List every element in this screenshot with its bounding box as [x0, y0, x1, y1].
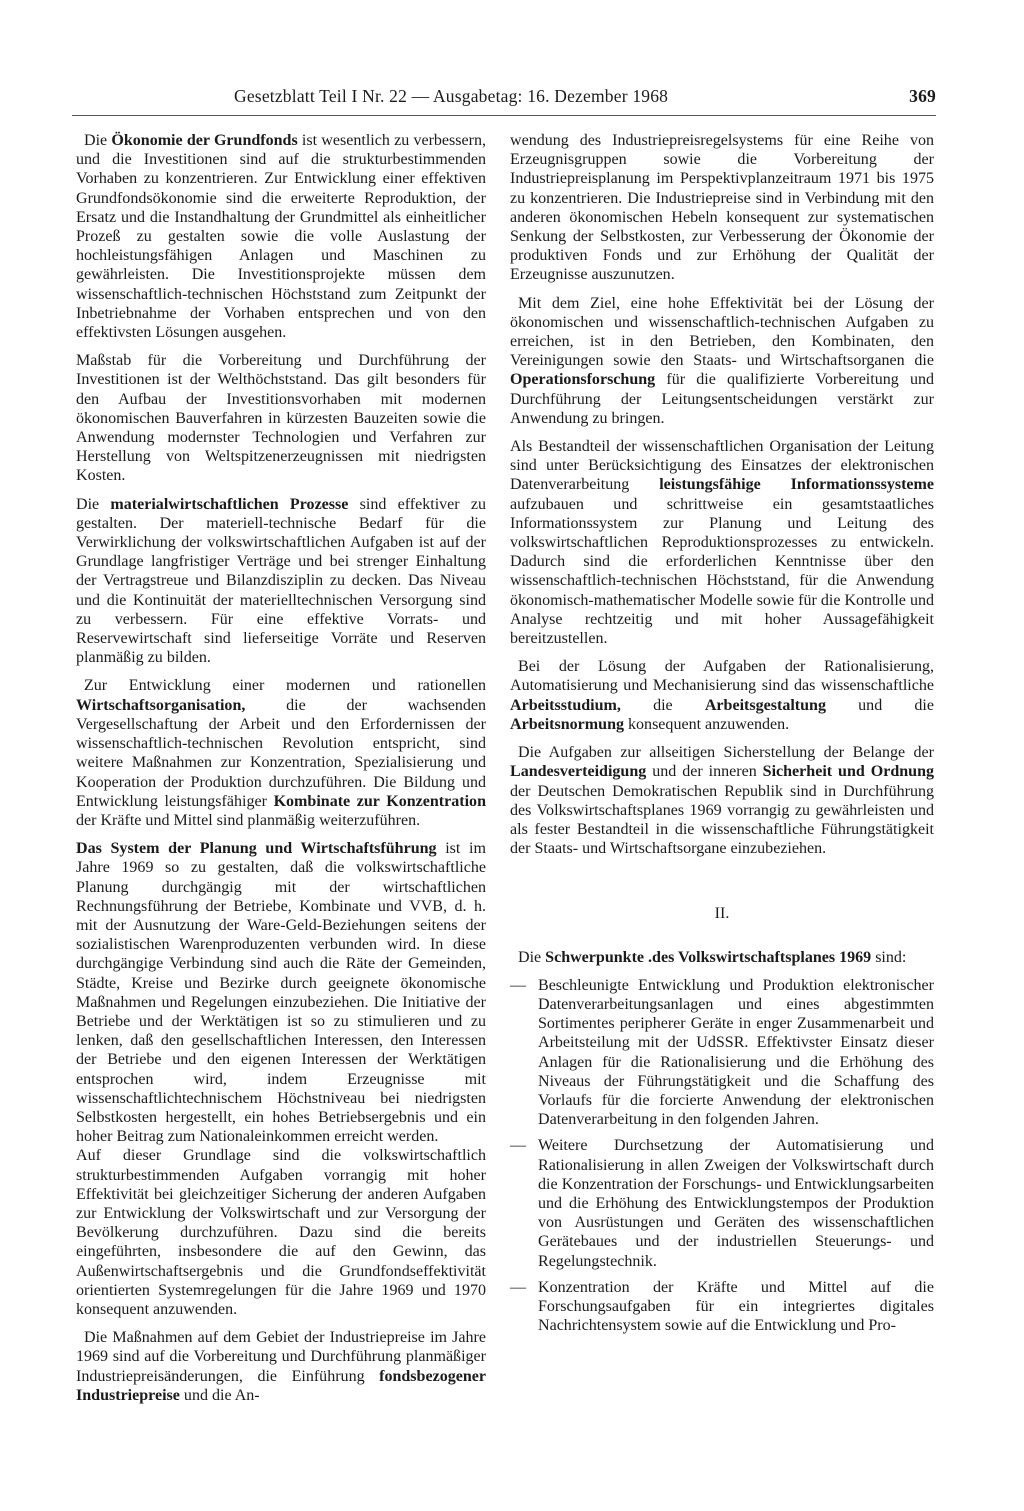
paragraph: Die Maßnahmen auf dem Gebiet der Industriepreise im Jahre 1969 sind auf die Vorbereitung und Durchführung planmäßiger Industriepreisänderungen, die Einführung fondsbezogener Industriepreise und die An-: [76, 1329, 486, 1404]
paragraph: wendung des Industriepreisregelsystems für eine Reihe von Erzeugnisgruppen sowie die Vorbereitung der Industriepreisplanung im Perspektivplanzeitraum 1971 bis 1975 zu konzentrieren. Die Industriepreise sind in Verbindung mit den anderen ökonomischen Hebeln konsequent zur systematischen Senkung der Selbstkosten, zur Verbesserung der Ökonomie der produktiven Fonds und zur Erhöhung der Qualität der Erzeugnisse auszunutzen.: [510, 132, 934, 284]
section-heading: II.: [714, 905, 730, 923]
paragraph: Das System der Planung und Wirtschaftsführung ist im Jahre 1969 so zu gestalten, daß die volkswirtschaftliche Planung durchgängig mit der wirtschaftlichen Rechnungsführung der Betriebe, Kombinate und VVB, d. h. mit der Ausnutzung der Ware-Geld-Beziehungen seitens der sozialistischen Warenproduzenten verbunden wird. In diese durchgängige Verbindung sind auch die Räte der Gemeinden, Städte, Kreise und Bezirke durch geeignete ökonomische Maßnahmen und Regelungen einzubeziehen. Die Initiative der Betriebe und der Werktätigen ist so zu stimulieren und zu lenken, daß den gesellschaftlichen Interessen, den Interessen der Betriebe und den eigenen Interessen der Werktätigen entsprochen wird, indem Erzeugnisse mit wissenschaftlichtechnischem Höchstniveau bei niedrigsten Selbstkosten hergestellt, ein hohes Betriebsergebnis und ein hoher Beitrag zum Nationaleinkommen erreicht werden.: [76, 840, 486, 1146]
list-item: — Konzentration der Kräfte und Mittel auf die Forschungsaufgaben für ein integriertes digitales Nachrichtensystem sowie auf die Entwicklung und Pro-: [510, 1278, 934, 1335]
dash-bullet: —: [510, 1137, 527, 1155]
paragraph: Bei der Lösung der Aufgaben der Rationalisierung, Automatisierung und Mechanisierung sind das wissenschaftliche Arbeitsstudium, die Arbeitsgestaltung und die Arbeitsnormung konsequent anzuwenden.: [510, 658, 934, 733]
paragraph: Zur Entwicklung einer modernen und rationellen Wirtschaftsorganisation, die der wachsenden Vergesellschaftung der Arbeit und den Erfordernissen der wissenschaftlich-technischen Revolution entspricht, sind weitere Maßnahmen zur Konzentration, Spezialisierung und Kooperation der Produktion durchzuführen. Die Bildung und Entwicklung leistungsfähiger Kombinate zur Konzentration der Kräfte und Mittel sind planmäßig weiterzuführen.: [76, 677, 486, 829]
paragraph: Auf dieser Grundlage sind die volkswirtschaftlich strukturbestimmenden Aufgaben vorrangig mit hoher Effektivität bei gleichzeitiger Sicherung der anderen Aufgaben zur Entwicklung der Volkswirtschaft und zur Versorgung der Bevölkerung durchzuführen. Dazu sind die bereits eingeführten, insbesondere die auf den Gewinn, das Außenwirtschaftsergebnis und die Grundfondseffektivität orientierten Systemregelungen für die Jahre 1969 und 1970 konsequent anzuwenden.: [76, 1147, 486, 1318]
paragraph: Mit dem Ziel, eine hohe Effektivität bei der Lösung der ökonomischen und wissenschaftlich-technischen Aufgaben zu erreichen, ist in den Betrieben, den Kombinaten, den Vereinigungen sowie den Staats- und Wirtschaftsorganen die Operationsforschung für die qualifizierte Vorbereitung und Durchführung der Leitungsentscheidungen verstärkt zur Anwendung zu bringen.: [510, 294, 934, 427]
paragraph: Die Ökonomie der Grundfonds ist wesentlich zu verbessern, und die Investitionen sind auf die strukturbestimmenden Vorhaben zu konzentrieren. Zur Entwicklung einer effektiven Grundfondsökonomie sind die erweiterte Reproduktion, der Ersatz und die Instandhaltung der Grundmittel als einheitlicher Prozeß zu gestalten sowie die volle Auslastung der hochleistungsfähigen Anlagen und Maschinen zu gewährleisten. Die Investitionsprojekte müssen dem wissenschaftlich-technischen Höchststand zum Zeitpunkt der Inbetriebnahme der Vorhaben entsprechen und von den effektivsten Lösungen ausgehen.: [76, 132, 486, 342]
list-item: — Weitere Durchsetzung der Automatisierung und Rationalisierung in allen Zweigen der Volkswirtschaft durch die Konzentration der Forschungs- und Entwicklungsarbeiten und die Erhöhung des Entwicklungstempos der Produktion von Ausrüstungen und Geräten des wissenschaftlichen Gerätebaues und der industriellen Steuerungs- und Regelungstechnik.: [510, 1137, 934, 1270]
header-title: Gesetzblatt Teil I Nr. 22 — Ausgabetag: 16. Dezember 1968: [234, 86, 669, 106]
page-number: 369: [909, 86, 936, 106]
section-intro: Die Schwerpunkte .des Volkswirtschaftsplanes 1969 sind:: [518, 948, 907, 966]
dash-bullet: —: [510, 1278, 527, 1296]
header-rule: [72, 115, 936, 116]
left-column: [76, 131, 486, 1414]
paragraph: Maßstab für die Vorbereitung und Durchführung der Investitionen ist der Welthöchststand. Das gilt besonders für den Aufbau der Investitionsvorhaben mit modernen ökonomischen Bauverfahren in kürzesten Bauzeiten sowie die Anwendung modernster Technologien und Verfahren zur Herstellung von Weltspitzenerzeugnissen mit niedrigsten Kosten.: [76, 352, 486, 485]
paragraph: Die Aufgaben zur allseitigen Sicherstellung der Belange der Landesverteidigung und der inneren Sicherheit und Ordnung der Deutschen Demokratischen Republik sind in Durchführung des Volkswirtschaftsplanes 1969 vorrangig zu gewährleisten und als fester Bestandteil in die wissenschaftliche Führungstätigkeit der Staats- und Wirtschaftsorgane einzubeziehen.: [510, 744, 935, 858]
right-column: [510, 131, 934, 1342]
dash-bullet: —: [510, 976, 527, 994]
list-item: — Beschleunigte Entwicklung und Produktion elektronischer Datenverarbeitungsanlagen und eines abgestimmten Sortimentes peripherer Geräte in enger Zusammenarbeit und Arbeitsteilung mit der UdSSR. Effektivster Einsatz dieser Anlagen für die Rationalisierung und die Erhöhung des Niveaus der Führungstätigkeit und die Schaffung des Vorlaufs für die forcierte Anwendung der elektronischen Datenverarbeitung in den folgenden Jahren.: [510, 976, 934, 1129]
paragraph: Als Bestandteil der wissenschaftlichen Organisation der Leitung sind unter Berücksichtigung des Einsatzes der elektronischen Datenverarbeitung leistungsfähige Informationssysteme aufzubauen und schrittweise ein gesamtstaatliches Informationssystem zur Planung und Leitung des volkswirtschaftlichen Reproduktionsprozesses zu entwickeln. Dadurch sind die erforderlichen Kenntnisse über den wissenschaftlich-technischen Höchststand, für die Anwendung ökonomisch-mathematischer Modelle sowie für die Kontrolle und Analyse rechtzeitig und mit hoher Aussagefähigkeit bereitzustellen.: [510, 438, 934, 648]
priority-list: [510, 976, 934, 1336]
paragraph: Die materialwirtschaftlichen Prozesse sind effektiver zu gestalten. Der materiell-technische Bedarf für die Verwirklichung der volkswirtschaftlichen Aufgaben ist auf der Grundlage langfristiger Verträge und bei strenger Einhaltung der Vertragstreue und Bilanzdisziplin zu decken. Das Niveau und die Kontinuität der materielltechnischen Versorgung sind zu verbessern. Für eine effektive Vorrats- und Reservewirtschaft sind lieferseitige Vorräte und Reserven planmäßig zu bilden.: [76, 495, 487, 667]
page-header: [72, 86, 936, 110]
